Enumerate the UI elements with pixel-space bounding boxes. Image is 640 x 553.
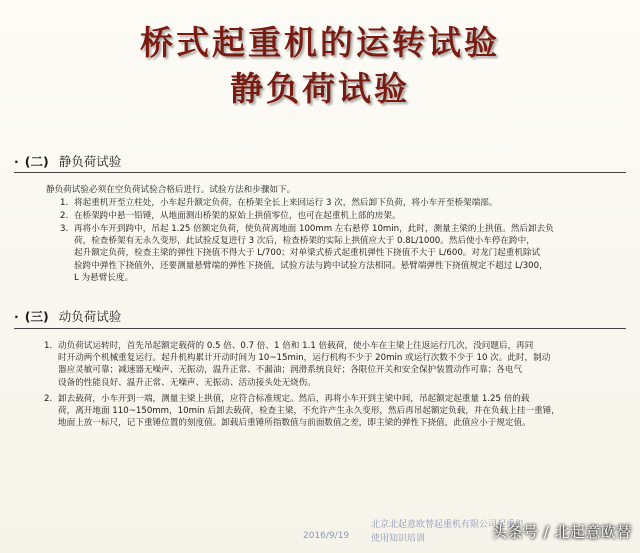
section-heading-dynamic-load [14,307,121,325]
item-number: 3. [60,224,69,234]
item-number: 1. [44,341,53,351]
footer-org-sub: 使用知识培训 [371,534,426,544]
section-divider [14,328,626,329]
section-number: (三) [24,309,49,324]
footer-org: 北京北起意欧替起重机有限公司起重机 [371,520,525,530]
section-title: 动负荷试验 [58,309,122,324]
item-text: 卸去载荷，小车开到一端，测量主梁上拱值，应符合标准规定。然后，再将小车开到主梁中间，吊起额定起重量 1.25 倍的载 [58,394,530,404]
list-item [44,393,560,430]
section-bullet: · [14,154,19,169]
section-number: (二) [24,154,49,169]
item-text: 验跨中弹性下挠值外，还要测量悬臂端的弹性下挠值，试验方法与跨中试验方法相同。悬臂端弹性下挠值规定不超过 L/300， [74,260,548,271]
item-text: 时开动两个机械重复运行。起升机构累计开动时间为 10~15min，运行机构不少于 20min 或运行次数不少于 10 次。此时，制动 [58,353,551,364]
item-text: 将起重机开至立柱处，小车起升额定负荷，在桥架全长上来回运行 3 次，然后卸下负荷，将小车开至桥架端部。 [74,198,498,208]
item-text: 荷，检查桥架有无永久变形，此试验反复进行 3 次后，检查桥架的实际上拱值应大于 0.8L/1000。然后使小车停在跨中， [74,236,535,247]
slide-title: 桥式起重机的运转试验 [140,23,500,62]
item-text: 地面上放一标尺，记下重锤位置的刻度值。卸载后重锤所指数值与前面数值之差，即主梁的弹性下挠值，此值应小于规定值。 [58,418,531,429]
item-text: 设备的性能良好、温升正常、无噪声、无振动、活动接头处无烧伤。 [58,377,316,388]
list-item [60,223,554,284]
section-title: 静负荷试验 [58,154,122,169]
section-heading-static-load [14,152,121,170]
item-text: 起升额定负荷，检查主梁的弹性下挠值不得大于 L/700；对单梁式桥式起重机弹性下挠值不大于 L/600。对龙门起重机除试 [74,248,541,259]
item-text: 荷，离开地面 110~150mm，10min 后卸去载荷，检查主梁，不允许产生永久变形，然后再吊起额定负载，并在负载上挂一重锤， [58,406,560,417]
footer-date: 2016/9/19 [303,531,350,541]
section-divider [14,172,626,173]
item-text: 动负荷试运转时，首先吊起额定载荷的 0.5 倍、0.7 倍、1 倍和 1.1 倍载荷，使小车在主梁上往返运行几次，没问题后，再同 [58,341,534,351]
section-bullet: · [14,309,19,324]
item-text: 在桥架跨中悬一铅锤，从地面测出桥架的原始上拱值零位，也可在起重机上部的房架。 [74,211,401,221]
item-number: 2. [44,394,53,404]
item-text: L 为悬臂长度。 [74,272,134,283]
slide-subtitle: 静负荷试验 [230,69,410,108]
list-item [44,340,551,389]
item-number: 1. [60,198,69,208]
list-item [60,197,498,209]
watermark: 头条号 / 北起意欧替 [491,523,632,541]
item-number: 2. [60,211,69,221]
item-text: 器应灵敏可靠；减速器无噪声、无振动，温升正常、不漏油；润滑系统良好；各限位开关和安全保护装置动作可靠；各电气 [58,365,523,376]
item-text: 再将小车开到跨中，吊起 1.25 倍额定负荷，使负荷离地面 100mm 左右悬停 10min，此时，测量主梁的上拱值。然后卸去负 [74,224,554,234]
section-intro: 静负荷试验必须在空负荷试验合格后进行。试验方法和步骤如下。 [46,185,296,195]
list-item [60,210,401,222]
